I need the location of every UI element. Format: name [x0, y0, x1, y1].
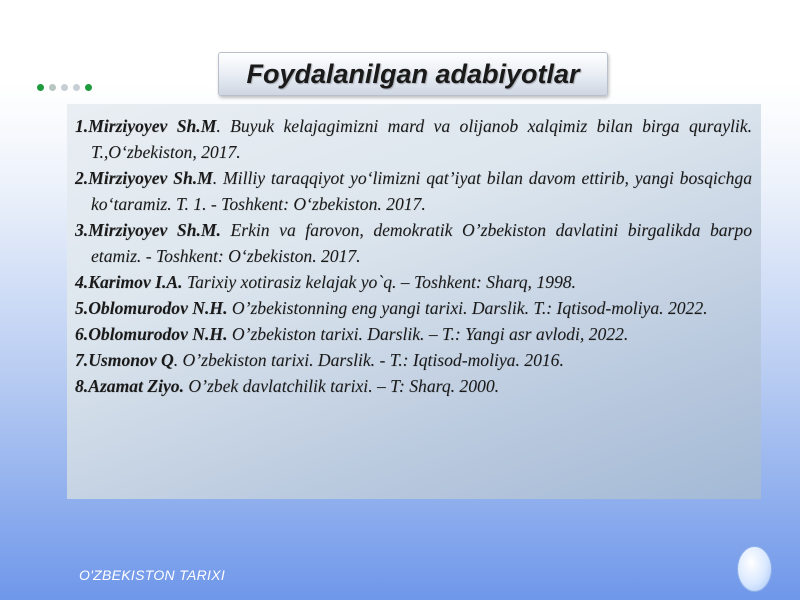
reference-author: Azamat Ziyo. [88, 376, 184, 396]
reference-text: . O’zbekiston tarixi. Darslik. - T.: Iqtisod-moliya. 2016. [173, 350, 564, 370]
references-list [75, 113, 752, 399]
reference-item [75, 373, 752, 399]
reference-number: 8. [75, 376, 89, 396]
reference-number: 5. [75, 298, 89, 318]
decor-dot [61, 84, 68, 91]
decor-dot [85, 84, 92, 91]
reference-number: 1. [75, 116, 89, 136]
reference-number: 2. [75, 168, 89, 188]
reference-author: Mirziyoyev Sh.M. [88, 220, 221, 240]
reference-text: . Milliy taraqqiyot yo‘limizni qat’iyat bilan davom ettirib, yangi bosqichga ko‘taramiz. T. 1. - Toshkent: O‘zbekiston. 2017. [91, 168, 752, 214]
decor-dot [37, 84, 44, 91]
reference-text: Erkin va farovon, demokratik O’zbekiston davlatini birgalikda barpo etamiz. - Toshkent: O‘zbekiston. 2017. [91, 220, 752, 266]
reference-number: 7. [75, 350, 89, 370]
title-box [218, 52, 608, 96]
reference-author: Oblomurodov N.H. [88, 324, 228, 344]
reference-item [75, 347, 752, 373]
reference-number: 6. [75, 324, 89, 344]
reference-author: Usmonov Q [88, 350, 174, 370]
footer-label: O'ZBEKISTON TARIXI [79, 567, 226, 583]
decor-oval [737, 546, 772, 592]
reference-item [75, 321, 752, 347]
reference-item [75, 269, 752, 295]
reference-item [75, 217, 752, 269]
slide-title: Foydalanilgan adabiyotlar [246, 58, 580, 89]
reference-author: Mirziyoyev Sh.M [88, 116, 217, 136]
reference-text: Tarixiy xotirasiz kelajak yo`q. – Toshkent: Sharq, 1998. [182, 272, 576, 292]
references-panel [67, 104, 761, 499]
reference-number: 4. [75, 272, 89, 292]
reference-text: . Buyuk kelajagimizni mard va olijanob xalqimiz bilan birga quraylik. T.,O‘zbekiston, 2017. [91, 116, 753, 162]
reference-author: Mirziyoyev Sh.M [88, 168, 213, 188]
reference-item [75, 165, 752, 217]
reference-text: O’zbekiston tarixi. Darslik. – T.: Yangi asr avlodi, 2022. [227, 324, 629, 344]
decor-dot [49, 84, 56, 91]
decor-dots [37, 84, 92, 91]
reference-number: 3. [75, 220, 89, 240]
reference-author: Oblomurodov N.H. [88, 298, 228, 318]
reference-item [75, 295, 752, 321]
reference-text: O’zbekistonning eng yangi tarixi. Darslik. T.: Iqtisod-moliya. 2022. [227, 298, 708, 318]
reference-author: Karimov I.A. [88, 272, 183, 292]
reference-text: O’zbek davlatchilik tarixi. – T: Sharq. 2000. [184, 376, 500, 396]
reference-item [75, 113, 752, 165]
decor-dot [73, 84, 80, 91]
